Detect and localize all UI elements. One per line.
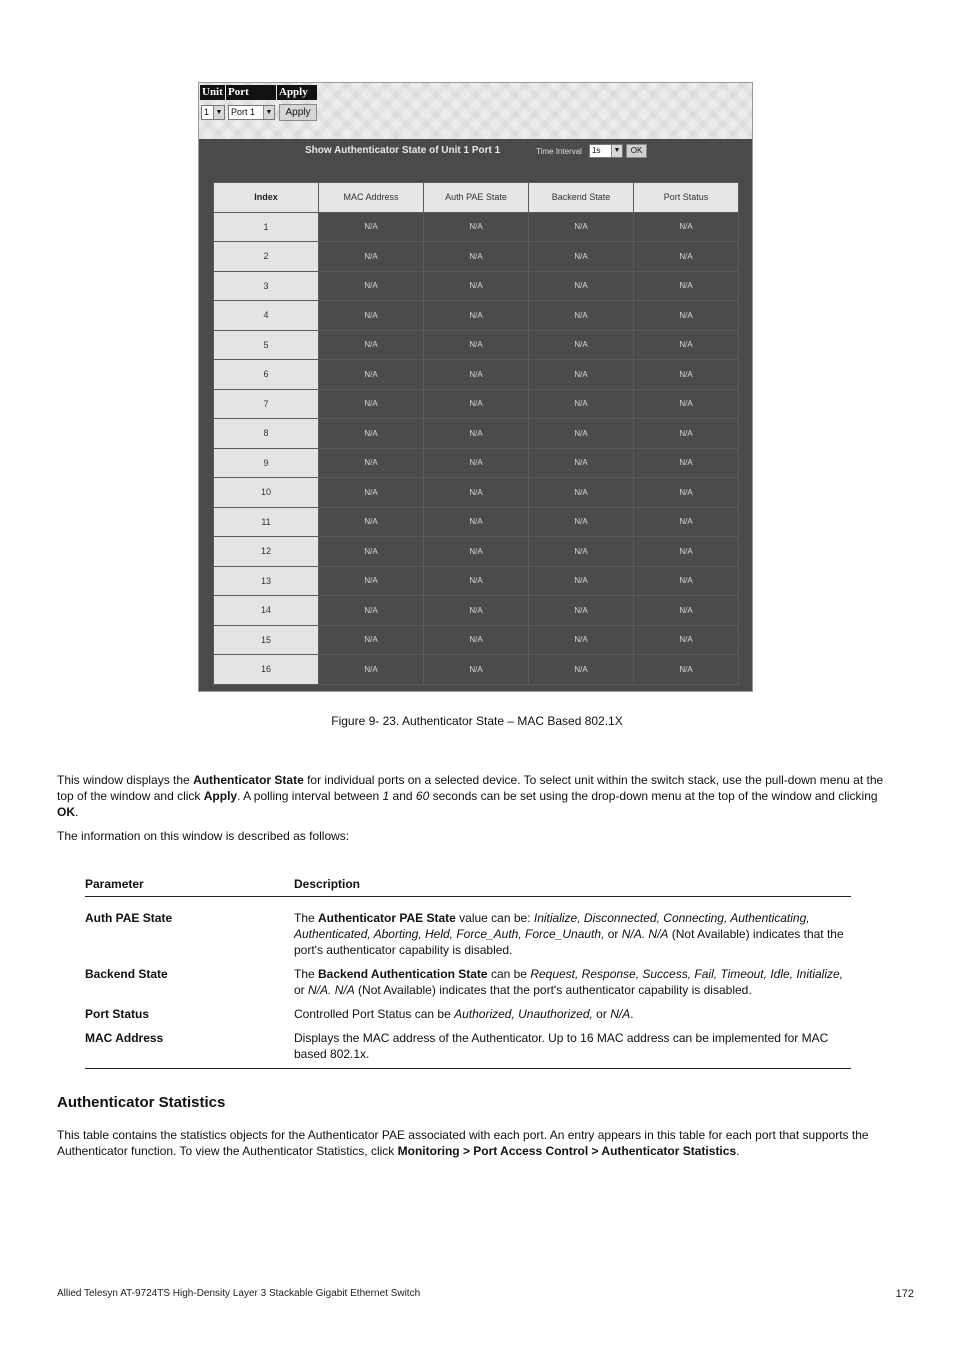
cell-auth-pae-state: N/A: [424, 389, 529, 419]
italic-text: Authorized, Unauthorized,: [454, 1007, 593, 1021]
cell-backend-state: N/A: [529, 478, 634, 508]
cell-mac-address: N/A: [319, 566, 424, 596]
parameter-column-header: Parameter: [85, 876, 294, 897]
cell-mac-address: N/A: [319, 242, 424, 272]
italic-text: 60: [415, 789, 430, 803]
cell-auth-pae-state: N/A: [424, 360, 529, 390]
port-select-value: Port 1: [231, 107, 256, 117]
column-header-auth-pae-state: Auth PAE State: [424, 183, 529, 213]
cell-auth-pae-state: N/A: [424, 478, 529, 508]
cell-port-status: N/A: [634, 330, 739, 360]
italic-text: Initialize, Disconnected, Connecting, Authenticating, Authenticated, Aborting, Held, Force_Auth, Force_Unauth,: [294, 911, 810, 941]
figure-caption: Figure 9- 23. Authenticator State – MAC Based 802.1X: [331, 714, 623, 728]
cell-port-status: N/A: [634, 360, 739, 390]
description-column-header: Description: [294, 876, 851, 897]
cell-port-status: N/A: [634, 242, 739, 272]
text: value can be:: [455, 911, 534, 925]
cell-index: 4: [214, 301, 319, 331]
text: . A polling interval between: [237, 789, 383, 803]
unit-select-value: 1: [204, 107, 210, 117]
cell-index: 7: [214, 389, 319, 419]
italic-text: N/A. N/A: [621, 927, 669, 941]
cell-index: 2: [214, 242, 319, 272]
cell-auth-pae-state: N/A: [424, 212, 529, 242]
unit-select[interactable]: [201, 105, 225, 120]
cell-auth-pae-state: N/A: [424, 330, 529, 360]
text: (Not Available) indicates that the port's authenticator capability is disabled.: [354, 983, 752, 997]
table-row: [214, 566, 739, 596]
cell-auth-pae-state: N/A: [424, 566, 529, 596]
cell-port-status: N/A: [634, 566, 739, 596]
text: or: [604, 927, 622, 941]
table-row: [85, 958, 851, 998]
section-heading: Authenticator Statistics: [57, 1094, 226, 1111]
table-row: [214, 330, 739, 360]
cell-backend-state: N/A: [529, 448, 634, 478]
table-row: [85, 998, 851, 1022]
text: or: [592, 1007, 611, 1021]
cell-auth-pae-state: N/A: [424, 301, 529, 331]
port-select[interactable]: [228, 105, 275, 120]
table-row: [214, 360, 739, 390]
parameter-table: [85, 876, 851, 1069]
cell-mac-address: N/A: [319, 301, 424, 331]
cell-port-status: N/A: [634, 271, 739, 301]
panel-title: Show Authenticator State of Unit 1 Port 1: [305, 145, 501, 156]
cell-backend-state: N/A: [529, 330, 634, 360]
cell-port-status: N/A: [634, 625, 739, 655]
bold-text: OK: [57, 805, 75, 819]
cell-auth-pae-state: N/A: [424, 625, 529, 655]
bold-text: Authenticator State: [193, 773, 304, 787]
authenticator-state-screenshot: [198, 82, 753, 692]
column-header-mac-address: MAC Address: [319, 183, 424, 213]
cell-backend-state: N/A: [529, 419, 634, 449]
parameter-description: [294, 897, 851, 959]
text: This window displays the: [57, 773, 194, 787]
table-row: [214, 655, 739, 685]
stats-paragraph: [57, 1127, 897, 1159]
text: The: [294, 967, 319, 981]
cell-auth-pae-state: N/A: [424, 655, 529, 685]
table-row: [85, 897, 851, 959]
column-header-port-status: Port Status: [634, 183, 739, 213]
cell-index: 5: [214, 330, 319, 360]
parameter-name: Port Status: [85, 1007, 150, 1021]
italic-text: 1: [382, 789, 390, 803]
text: Controlled Port Status can be: [294, 1007, 455, 1021]
cell-mac-address: N/A: [319, 507, 424, 537]
control-bar: [199, 83, 752, 139]
text: Displays the MAC address of the Authenticator. Up to 16 MAC address can be implemented for MAC based 802.1x.: [294, 1031, 829, 1061]
table-row: [214, 478, 739, 508]
text: .: [736, 1144, 740, 1158]
table-row: [214, 242, 739, 272]
cell-index: 1: [214, 212, 319, 242]
parameter-description: [294, 1022, 851, 1069]
table-row: [214, 301, 739, 331]
column-header-index: Index: [214, 183, 319, 213]
cell-backend-state: N/A: [529, 655, 634, 685]
cell-auth-pae-state: N/A: [424, 448, 529, 478]
cell-backend-state: N/A: [529, 360, 634, 390]
table-row: [214, 212, 739, 242]
text: or: [294, 983, 309, 997]
parameter-name: Backend State: [85, 967, 168, 981]
text: .: [630, 1007, 634, 1021]
text: for individual ports on a selected device. To select unit within the switch stack, use the pull-down menu at the top of the window and click: [57, 773, 884, 803]
cell-index: 11: [214, 507, 319, 537]
table-row: [214, 596, 739, 626]
cell-auth-pae-state: N/A: [424, 271, 529, 301]
cell-port-status: N/A: [634, 301, 739, 331]
text: .: [75, 805, 79, 819]
cell-backend-state: N/A: [529, 242, 634, 272]
cell-auth-pae-state: N/A: [424, 537, 529, 567]
cell-mac-address: N/A: [319, 655, 424, 685]
bold-text: Apply: [203, 789, 238, 803]
text: can be: [487, 967, 531, 981]
cell-mac-address: N/A: [319, 448, 424, 478]
cell-port-status: N/A: [634, 537, 739, 567]
cell-index: 8: [214, 419, 319, 449]
intro-paragraph: [57, 772, 897, 820]
cell-backend-state: N/A: [529, 566, 634, 596]
cell-index: 14: [214, 596, 319, 626]
cell-auth-pae-state: N/A: [424, 596, 529, 626]
italic-text: N/A. N/A: [308, 983, 355, 997]
authenticator-state-table: [213, 182, 739, 685]
cell-index: 3: [214, 271, 319, 301]
chevron-down-icon: ▼: [611, 145, 622, 157]
text: This table contains the statistics objects for the Authenticator PAE associated with each port. An entry appears in this table for each port that supports the Authenticator function. To view the Authenticator Statistics, click: [57, 1128, 869, 1158]
time-interval-label: Time Interval: [536, 147, 582, 156]
cell-index: 10: [214, 478, 319, 508]
cell-port-status: N/A: [634, 507, 739, 537]
column-header-backend-state: Backend State: [529, 183, 634, 213]
table-row: [214, 271, 739, 301]
port-header: Port: [226, 85, 276, 100]
cell-port-status: N/A: [634, 212, 739, 242]
cell-mac-address: N/A: [319, 478, 424, 508]
ok-button[interactable]: OK: [626, 144, 647, 158]
cell-port-status: N/A: [634, 389, 739, 419]
parameter-description: [294, 958, 851, 998]
cell-port-status: N/A: [634, 419, 739, 449]
cell-auth-pae-state: N/A: [424, 242, 529, 272]
bold-text: Backend Authentication State: [318, 967, 488, 981]
time-interval-select[interactable]: [589, 144, 623, 158]
table-row: [214, 537, 739, 567]
parameter-description: [294, 998, 851, 1022]
cell-mac-address: N/A: [319, 537, 424, 567]
table-row: [214, 419, 739, 449]
bold-text: Authenticator PAE State: [318, 911, 456, 925]
apply-header: Apply: [277, 85, 317, 100]
table-header-row: [214, 183, 739, 213]
table-row: [214, 625, 739, 655]
parameter-name: Auth PAE State: [85, 911, 173, 925]
cell-backend-state: N/A: [529, 212, 634, 242]
cell-backend-state: N/A: [529, 271, 634, 301]
table-row: [214, 507, 739, 537]
cell-index: 6: [214, 360, 319, 390]
cell-mac-address: N/A: [319, 360, 424, 390]
cell-auth-pae-state: N/A: [424, 419, 529, 449]
cell-port-status: N/A: [634, 478, 739, 508]
cell-index: 15: [214, 625, 319, 655]
cell-mac-address: N/A: [319, 625, 424, 655]
menu-path-text: Monitoring > Port Access Control > Authenticator Statistics: [397, 1144, 737, 1158]
page-number: 172: [895, 1288, 914, 1300]
info-line: The information on this window is described as follows:: [57, 829, 350, 843]
parameter-table-header: [85, 876, 851, 897]
text: and: [389, 789, 416, 803]
cell-mac-address: N/A: [319, 271, 424, 301]
cell-backend-state: N/A: [529, 389, 634, 419]
footer-title: Allied Telesyn AT-9724TS High-Density Layer 3 Stackable Gigabit Ethernet Switch: [57, 1288, 421, 1299]
apply-button[interactable]: Apply: [279, 104, 317, 121]
cell-port-status: N/A: [634, 448, 739, 478]
table-row: [214, 448, 739, 478]
cell-backend-state: N/A: [529, 507, 634, 537]
cell-auth-pae-state: N/A: [424, 507, 529, 537]
text: seconds can be set using the drop-down menu at the top of the window and clicking: [429, 789, 878, 803]
cell-index: 13: [214, 566, 319, 596]
italic-text: N/A: [610, 1007, 631, 1021]
cell-mac-address: N/A: [319, 596, 424, 626]
cell-port-status: N/A: [634, 596, 739, 626]
cell-backend-state: N/A: [529, 625, 634, 655]
cell-backend-state: N/A: [529, 537, 634, 567]
parameter-name: MAC Address: [85, 1022, 294, 1069]
chevron-down-icon: ▼: [263, 106, 274, 119]
text: The: [294, 911, 319, 925]
cell-backend-state: N/A: [529, 301, 634, 331]
chevron-down-icon: ▼: [213, 106, 224, 119]
time-interval-value: 1s: [592, 146, 601, 155]
text: (Not Available) indicates that the port's authenticator capability is disabled.: [294, 927, 844, 957]
cell-index: 16: [214, 655, 319, 685]
cell-mac-address: N/A: [319, 389, 424, 419]
cell-mac-address: N/A: [319, 212, 424, 242]
table-row: [85, 1022, 851, 1069]
cell-mac-address: N/A: [319, 419, 424, 449]
cell-port-status: N/A: [634, 655, 739, 685]
cell-mac-address: N/A: [319, 330, 424, 360]
cell-index: 12: [214, 537, 319, 567]
unit-header: Unit: [200, 85, 225, 100]
italic-text: Request, Response, Success, Fail, Timeout, Idle, Initialize,: [530, 967, 844, 981]
cell-index: 9: [214, 448, 319, 478]
cell-backend-state: N/A: [529, 596, 634, 626]
table-row: [214, 389, 739, 419]
